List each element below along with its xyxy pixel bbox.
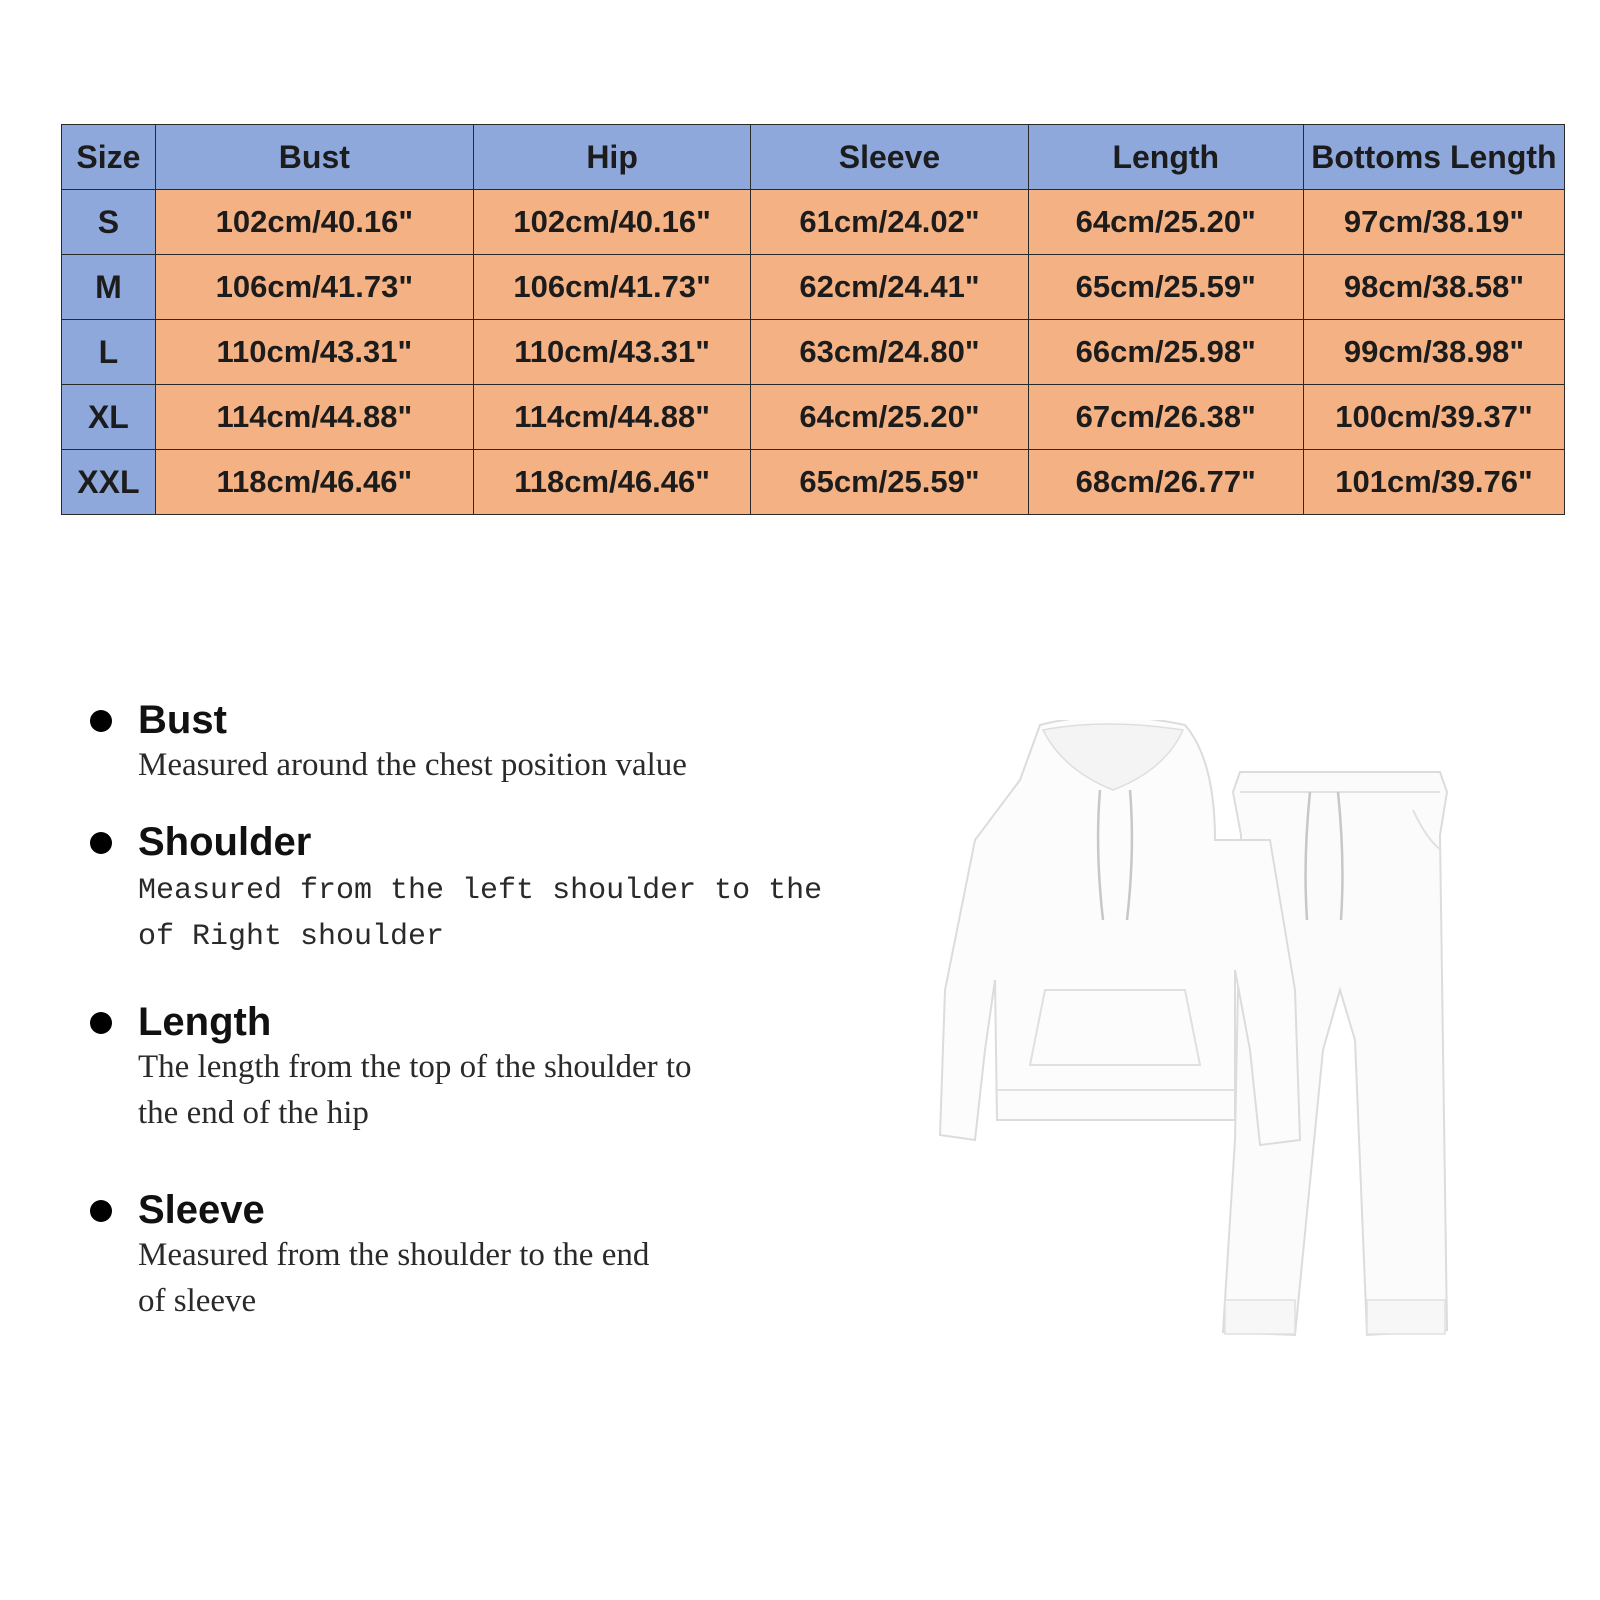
length-cell: 68cm/26.77" [1028, 450, 1303, 515]
bottoms-length-cell: 99cm/38.98" [1303, 320, 1564, 385]
header-size: Size [62, 125, 156, 190]
table-row [62, 255, 1565, 320]
header-bottoms-length: Bottoms Length [1303, 125, 1564, 190]
size-chart-table [61, 124, 1565, 515]
definition-text: Measured around the chest position value [138, 747, 687, 783]
bust-cell: 118cm/46.46" [155, 450, 473, 515]
length-cell: 65cm/25.59" [1028, 255, 1303, 320]
bottoms-length-cell: 98cm/38.58" [1303, 255, 1564, 320]
bust-cell: 114cm/44.88" [155, 385, 473, 450]
table-row [62, 450, 1565, 515]
definition-text: Measured from the shoulder to the end [138, 1237, 650, 1273]
bullet-icon [90, 832, 112, 854]
hip-cell: 102cm/40.16" [473, 190, 750, 255]
bottoms-length-cell: 101cm/39.76" [1303, 450, 1564, 515]
header-length: Length [1028, 125, 1303, 190]
definition-title: Sleeve [138, 1188, 265, 1232]
bust-cell: 102cm/40.16" [155, 190, 473, 255]
sleeve-cell: 61cm/24.02" [751, 190, 1028, 255]
size-cell: XXL [62, 450, 156, 515]
size-cell: M [62, 255, 156, 320]
length-cell: 67cm/26.38" [1028, 385, 1303, 450]
sleeve-cell: 64cm/25.20" [751, 385, 1028, 450]
size-cell: L [62, 320, 156, 385]
size-cell: S [62, 190, 156, 255]
hip-cell: 110cm/43.31" [473, 320, 750, 385]
definition-text: Measured from the left shoulder to the [138, 874, 823, 908]
definition-title: Length [138, 1000, 272, 1044]
hip-cell: 106cm/41.73" [473, 255, 750, 320]
table-row [62, 190, 1565, 255]
bullet-icon [90, 1012, 112, 1034]
table-header-row [62, 125, 1565, 190]
table-row [62, 385, 1565, 450]
definition-bust [88, 698, 848, 820]
size-cell: XL [62, 385, 156, 450]
bust-cell: 106cm/41.73" [155, 255, 473, 320]
bottoms-length-cell: 100cm/39.37" [1303, 385, 1564, 450]
definition-text: The length from the top of the shoulder to [138, 1049, 692, 1085]
hip-cell: 118cm/46.46" [473, 450, 750, 515]
bullet-icon [90, 1200, 112, 1222]
table-row [62, 320, 1565, 385]
definition-text: of sleeve [138, 1283, 257, 1319]
definition-title: Shoulder [138, 820, 312, 864]
hoodie-jogger-set-image [935, 720, 1495, 1380]
sleeve-cell: 63cm/24.80" [751, 320, 1028, 385]
hip-cell: 114cm/44.88" [473, 385, 750, 450]
header-sleeve: Sleeve [751, 125, 1028, 190]
header-bust: Bust [155, 125, 473, 190]
definition-length [88, 1000, 848, 1188]
definition-sleeve [88, 1188, 848, 1324]
bottoms-length-cell: 97cm/38.19" [1303, 190, 1564, 255]
definition-title: Bust [138, 698, 227, 742]
header-hip: Hip [473, 125, 750, 190]
length-cell: 64cm/25.20" [1028, 190, 1303, 255]
definition-shoulder [88, 820, 848, 1000]
length-cell: 66cm/25.98" [1028, 320, 1303, 385]
measurement-definitions [88, 698, 848, 1324]
bullet-icon [90, 710, 112, 732]
definition-text: of Right shoulder [138, 920, 445, 954]
definition-text: the end of the hip [138, 1095, 369, 1131]
sleeve-cell: 65cm/25.59" [751, 450, 1028, 515]
sleeve-cell: 62cm/24.41" [751, 255, 1028, 320]
bust-cell: 110cm/43.31" [155, 320, 473, 385]
